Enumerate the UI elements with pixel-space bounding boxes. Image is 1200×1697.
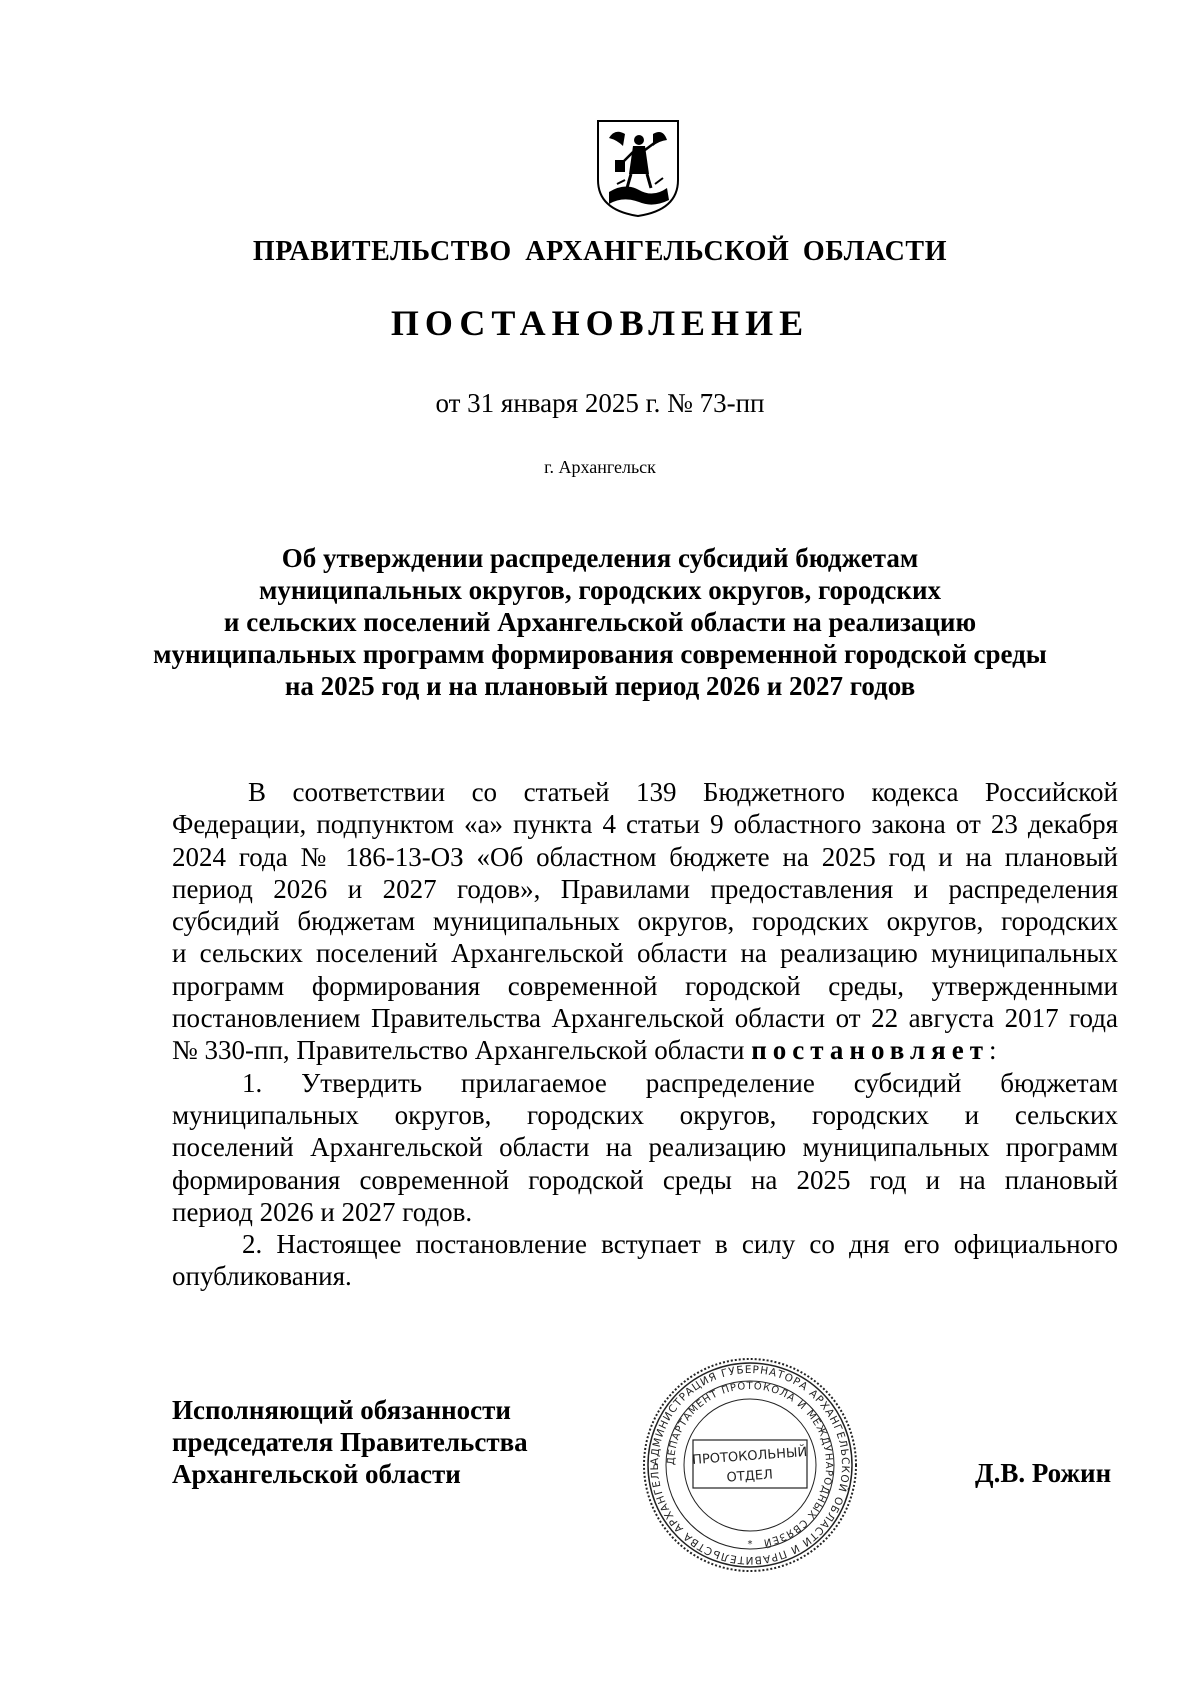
document-body (172, 776, 1118, 1293)
coat-of-arms-emblem (595, 118, 681, 218)
preamble-line: 2024 года № 186-13-ОЗ «Об областном бюджете на 2025 год и на плановый (172, 841, 1118, 872)
item1-line: 1. Утвердить прилагаемое распределение субсидий бюджетам (242, 1067, 1118, 1098)
preamble-line: Федерации, подпунктом «а» пункта 4 статьи 9 областного закона от 23 декабря (172, 809, 1118, 840)
stamp-center-line1: ПРОТОКОЛЬНЫЙ (691, 1445, 808, 1469)
subject-line: муниципальных округов, городских округов, городских (258, 575, 942, 605)
stamp-outer-text: АДМИНИСТРАЦИЯ ГУБЕРНАТОРА АРХАНГЕЛЬСКОЙ ОБЛАСТИ И ПРАВИТЕЛЬСТВА АРХАНГЕЛЬ (648, 1363, 852, 1567)
item2-line: 2. Настоящее постановление вступает в силу со дня его официального (242, 1229, 1118, 1260)
stamp-center-line2: ОТДЕЛ (726, 1467, 774, 1486)
item2-last-line: опубликования. (172, 1261, 352, 1292)
signatory-position-line: Архангельской области (172, 1459, 461, 1489)
stamp-star-icon: * (747, 1539, 753, 1550)
signatory-position (172, 1394, 528, 1490)
preamble-line: В соответствии со статьей 139 Бюджетного кодекса Российской (248, 777, 1118, 807)
official-stamp (641, 1356, 859, 1574)
government-title: ПРАВИТЕЛЬСТВО АРХАНГЕЛЬСКОЙ ОБЛАСТИ (252, 236, 948, 267)
subject-line: муниципальных программ формирования современной городской среды (153, 639, 1047, 669)
preamble-line: и сельских поселений Архангельской области на реализацию муниципальных (172, 938, 1118, 969)
item1-line: муниципальных округов, городских округов, городских и сельских (172, 1099, 1118, 1130)
preamble-line: субсидий бюджетам муниципальных округов, городских округов, городских (172, 906, 1118, 937)
document-city: г. Архангельск (544, 457, 656, 477)
subject-line: на 2025 год и на плановый период 2026 и 2027 годов (284, 671, 916, 701)
item1-line: формирования современной городской среды на 2025 год и на плановый (172, 1164, 1118, 1195)
decree-word: постановляет (751, 1035, 989, 1066)
item1-line: поселений Архангельской области на реализацию муниципальных программ (172, 1132, 1118, 1163)
stamp-graphic (641, 1356, 859, 1574)
signatory-name: Д.В. Рожин (975, 1458, 1112, 1488)
subject-line: и сельских поселений Архангельской области на реализацию (223, 607, 977, 637)
stamp-inner-text: ДЕПАРТАМЕНТ ПРОТОКОЛА И МЕЖДУНАРОДНЫХ СВЯЗЕЙ (665, 1380, 835, 1548)
preamble-tail: № 330-пп, Правительство Архангельской области (172, 1035, 745, 1066)
preamble-line: период 2026 и 2027 годов», Правилами предоставления и распределения (172, 873, 1118, 904)
preamble-line: программ формирования современной городской среды, утвержденными (172, 970, 1118, 1001)
preamble-last-line (172, 1034, 1118, 1066)
signatory-position-line: Исполняющий обязанности (172, 1395, 511, 1425)
document-type-title: ПОСТАНОВЛЕНИЕ (390, 303, 810, 343)
preamble-line: постановлением Правительства Архангельской области от 22 августа 2017 года (172, 1003, 1118, 1034)
signatory-position-line: председателя Правительства (172, 1427, 528, 1457)
document-date-number: от 31 января 2025 г. № 73-пп (435, 388, 765, 418)
document-subject (150, 542, 1050, 702)
decree-colon: : (989, 1035, 997, 1066)
item1-last-line: период 2026 и 2027 годов. (172, 1196, 473, 1227)
subject-line: Об утверждении распределения субсидий бюджетам (281, 543, 919, 573)
